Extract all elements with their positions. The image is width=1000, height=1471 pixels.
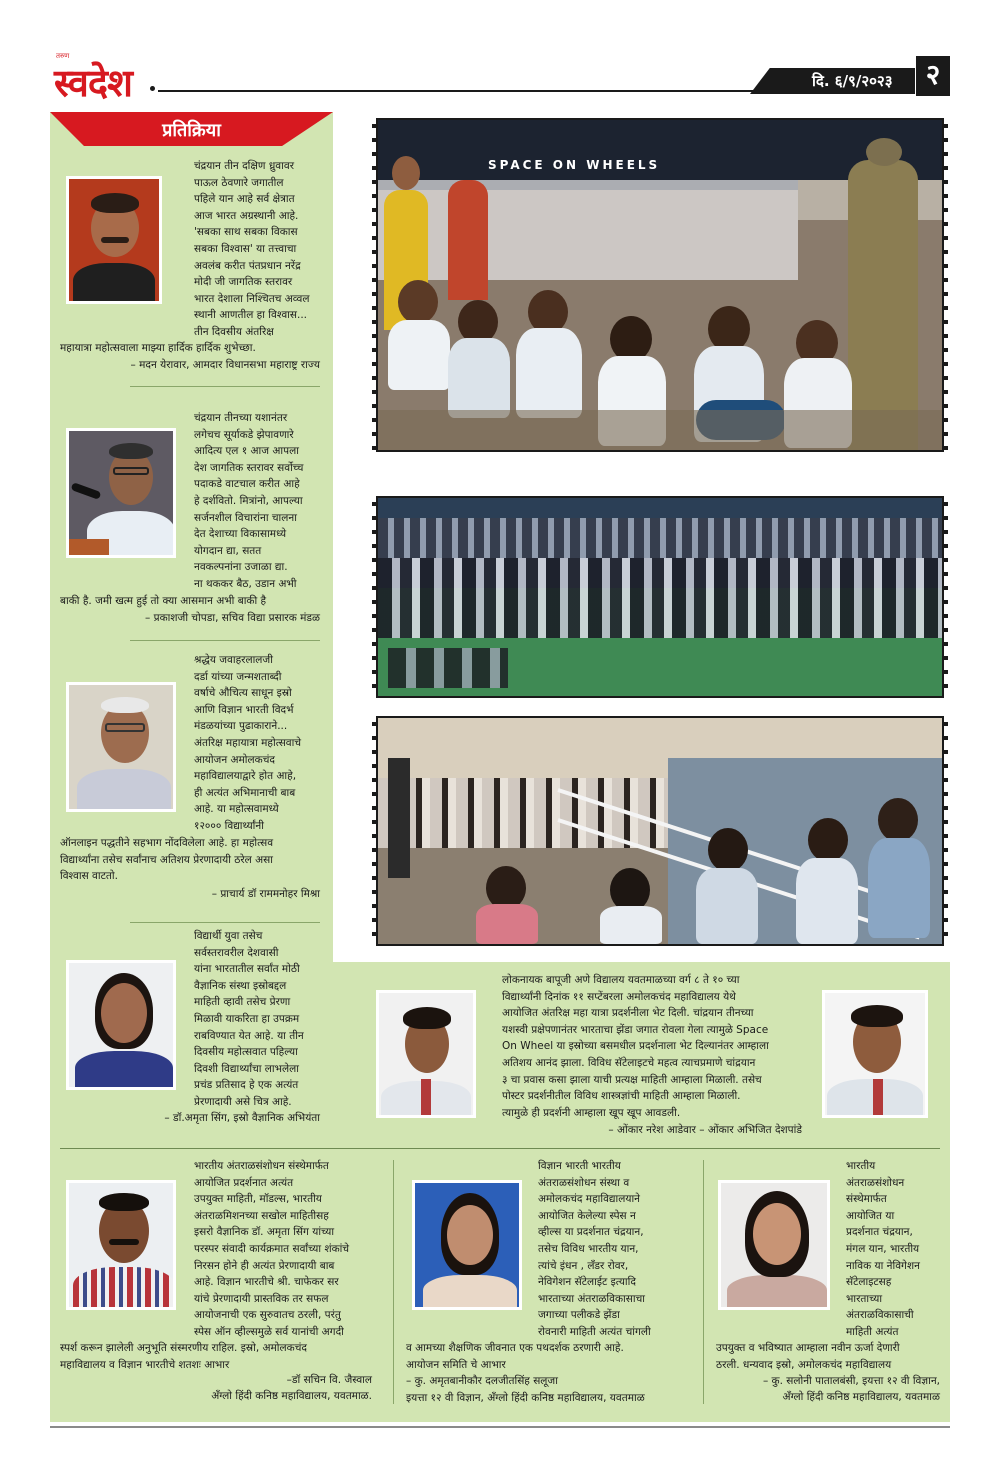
reaction-divider	[130, 386, 320, 387]
portrait-amrutbanikaur-saluja	[412, 1180, 522, 1310]
photo-frame	[376, 118, 944, 452]
section-title: प्रतिक्रिया	[162, 120, 221, 141]
reaction-divider	[130, 922, 320, 923]
column-divider	[703, 1160, 704, 1404]
reaction-1-text-cont: महायात्रा महोत्सवाला माझ्या हार्दिक हार्दिक शुभेच्छा.	[60, 342, 256, 354]
reaction-1-text: चंद्रयान तीन दक्षिण ध्रुवावर पाऊल ठेवणारे जगातील पहिले यान आहे सर्व क्षेत्रात आज भारत अग्रस्थानी आहे. 'सबका साथ सबका विकास सबका विश्वास' या तत्त्वाचा अवलंब करीत पंतप्रधान नरेंद्र मोदी जी जागतिक स्तरावर भारत देशाला निश्चितच अव्वल स्थानी आणतील हा विश्वास... तीन दिवसीय अंतरिक्ष	[194, 160, 310, 338]
newspaper-logo[interactable]: स्वदेश	[54, 61, 132, 105]
portrait-amruta-singh	[66, 960, 176, 1090]
portrait-rammanohar-mishra	[66, 682, 176, 812]
portrait-sachin-jaiswal	[66, 1180, 176, 1310]
bottom-col-3-text-cont: उपयुक्त व भविष्यात आम्हाला नवीन ऊर्जा देणारी ठरली. धन्यवाद इस्रो, अमोलकचंद महाविद्यालय	[716, 1342, 900, 1371]
bottom-col-3-text: भारतीय अंतराळसंशोधन संस्थेमार्फत आयोजित या प्रदर्शनात चंद्रयान, मंगल यान, भारतीय नाविक या नेविगेशन सॅटेलाइटसह भारताच्या अंतराळविकासाची माहिती अत्यंत	[846, 1160, 920, 1338]
column-divider	[393, 1160, 394, 1404]
portrait-omkar-adewar	[376, 990, 476, 1118]
bottom-col-2-text: विज्ञान भारती भारतीय अंतराळसंशोधन संस्था व अमोलकचंद महाविद्यालयाने आयोजित केलेल्या स्पेस न व्हील्स या प्रदर्शनात चंद्रयान, तसेच विविध भारतीय यान, त्यांचे इंधन , लँडर रोवर, नेविगेशन सॅटेलाईट इत्यादि भारताच्या अंतराळविकासाचा जगाच्या पलीकडे झेंडा रोवनारी माहिती अत्यंत चांगली	[538, 1160, 651, 1338]
student-feedback-signature: – ओंकार नरेश आडेवार – ओंकार अभिजित देशपांडे	[608, 1124, 802, 1136]
bottom-col-2-text-cont: व आमच्या शैक्षणिक जीवनात एक पथदर्शक ठरणारी आहे. आयोजन समिति चे आभार	[406, 1342, 624, 1371]
page-bottom-rule	[50, 1426, 950, 1428]
reaction-4-signature: – डॉ.अमृता सिंग, इस्रो वैज्ञानिक अभियंता	[164, 1112, 320, 1124]
portrait-madan-yerawar	[66, 176, 162, 304]
portrait-prakashji-chopda	[66, 428, 176, 558]
photo-frame	[376, 716, 944, 946]
reaction-3-signature: – प्राचार्य डॉ राममनोहर मिश्रा	[211, 888, 320, 900]
reaction-4-text: विद्यार्थी युवा तसेच सर्वस्तरावरील देशवासी यांना भारतातील सर्वांत मोठी वैज्ञानिक संस्था इस्रोबद्दल माहिती व्हावी तसेच प्रेरणा मिळावी याकरिता हा उपक्रम राबविण्यात येत आहे. या तीन दिवसीय महोत्सवात पहिल्या दिवशी विद्यार्थ्यांचा लाभलेला प्रचंड प्रतिसाद हे एक अत्यंत प्रेरणादायी असे चित्र आहे.	[194, 930, 304, 1108]
page-number: २	[916, 56, 950, 96]
masthead-rule	[158, 90, 768, 92]
photo-bus-caption: SPACE ON WHEELS	[488, 158, 661, 172]
portrait-omkar-deshpande	[822, 990, 928, 1118]
portrait-saloni-patalbansi	[718, 1180, 830, 1310]
reaction-2-text-cont: बाकी है. जमी खत्म हुई तो क्या आसमान अभी बाकी है	[60, 595, 267, 607]
reaction-divider	[130, 640, 320, 641]
student-feedback-text: लोकनायक बापूजी अणे विद्यालय यवतमाळच्या वर्ग ८ ते १० च्या विद्यार्थ्यांनी दिनांक ११ सप्टेंबरला अमोलकचंद महाविद्यालय येथे आयोजित अंतरिक्ष महा यात्रा प्रदर्शनीला भेट दिली. चांद्रयान तीनच्या यशस्वी प्रक्षेपणानंतर भारताचा झेंडा जगात रोवला गेला त्यामुळे Space On Wheel या इस्रोच्या बसमधील प्रदर्शनाला भेट दिल्यानंतर आम्हाला अतिशय आनंद झाला. विविध सॅटेलाइटचे महत्व त्याचप्रमाणे चांद्रयान ३ चा प्रवास कसा झाला याची प्रत्यक्ष माहिती आम्हाला मिळाली. तसेच पोस्टर प्रदर्शनीतील विविध शास्त्रज्ञांची माहिती आम्हाला मिळाली. त्यामुळे ही प्रदर्शनी आम्हाला खूप खूप आवडली.	[502, 974, 769, 1119]
masthead	[50, 52, 950, 105]
issue-date: दि. ६/९/२०२३	[812, 72, 893, 90]
reaction-2-signature: – प्रकाशजी चोपडा, सचिव विद्या प्रसारक मंडळ	[145, 612, 320, 624]
section-divider	[60, 1148, 940, 1149]
bottom-col-1-signature: –डॉ सचिन वि. जैस्वाल ॲंग्लो हिंदी कनिष्ठ महाविद्यालय, यवतमाळ.	[211, 1374, 372, 1402]
section-header	[50, 112, 333, 146]
bottom-col-1-text-cont: स्पर्श करून झालेली अनुभूति संस्मरणीय राहिल. इस्रो, अमोलकचंद महाविद्यालय व विज्ञान भारतीचे शतशः आभार	[60, 1342, 307, 1371]
reaction-3-text-cont: ऑनलाइन पद्धतीने सहभाग नोंदविलेला आहे. हा महोत्सव विद्यार्थ्यांना तसेच सर्वांनाच अतिशय प्रेरणादायी ठरेल असा विश्वास वाटतो.	[60, 837, 274, 883]
photo-frame	[376, 496, 944, 698]
logo-tagline: तरुण	[56, 52, 70, 60]
reaction-2-text: चंद्रयान तीनच्या यशानंतर लगेचच सूर्याकडे झेपावणारे आदित्य एल १ आज आपला देश जागतिक स्तरावर सर्वोच्च पदाकडे वाटचाल करीत आहे हे दर्शवितो. मित्रांनो, आपल्या सर्जनशील विचारांना चालना देत देशाच्या विकासामध्ये योगदान द्या, सतत नवकल्पनांना उजाळा द्या. ना थककर बैठ, उडान अभी	[194, 412, 304, 590]
reaction-1-signature: – मदन येरावार, आमदार विधानसभा महाराष्ट्र राज्य	[130, 359, 320, 371]
bottom-col-2-signature: – कु. अमृतबानीकौर दलजीतसिंह सलूजा इयत्ता १२ वी विज्ञान, ॲंग्लो हिंदी कनिष्ठ महाविद्यालय, यवतमाळ	[406, 1375, 645, 1404]
bottom-col-3-signature: – कु. सलोनी पातालबंसी, इयत्ता १२ वी विज्ञान, ॲंग्लो हिंदी कनिष्ठ महाविद्यालय, यवतमाळ	[762, 1375, 940, 1403]
reaction-3-text: श्रद्धेय जवाहरलालजी दर्डा यांच्या जन्मशताब्दी वर्षाचे औचित्य साधून इस्रो आणि विज्ञान भारती विदर्भ मंडळयांच्या पुढाकाराने... अंतरिक्ष महायात्रा महोत्सवाचे आयोजन अमोलकचंद महाविद्यालयाद्वारे होत आहे, ही अत्यंत अभिमानाची बाब आहे. या महोत्सवामध्ये १२००० विद्यार्थ्यांनी	[194, 654, 302, 832]
bottom-col-1-text: भारतीय अंतराळसंशोधन संस्थेमार्फत आयोजित प्रदर्शनात अत्यंत उपयुक्त माहिती, मॉडल्स, भारतीय अंतराळमिशनच्या सखोल माहितीसह इसरो वैज्ञानिक डॉ. अमृता सिंग यांच्या परस्पर संवादी कार्यक्रमात सर्वांच्या शंकांचे निरसन होने ही अत्यंत प्रेरणादायी बाब आहे. विज्ञान भारतीचे श्री. चाफेकर सर यांचे प्रेरणादायी प्रास्तविक तर सफल आयोजनाची एक सुरुवातच ठरली, परंतु स्पेस ऑन व्हील्समुळे सर्व यानांची अगदी	[194, 1160, 350, 1338]
logo-dot-ornament	[150, 86, 155, 91]
